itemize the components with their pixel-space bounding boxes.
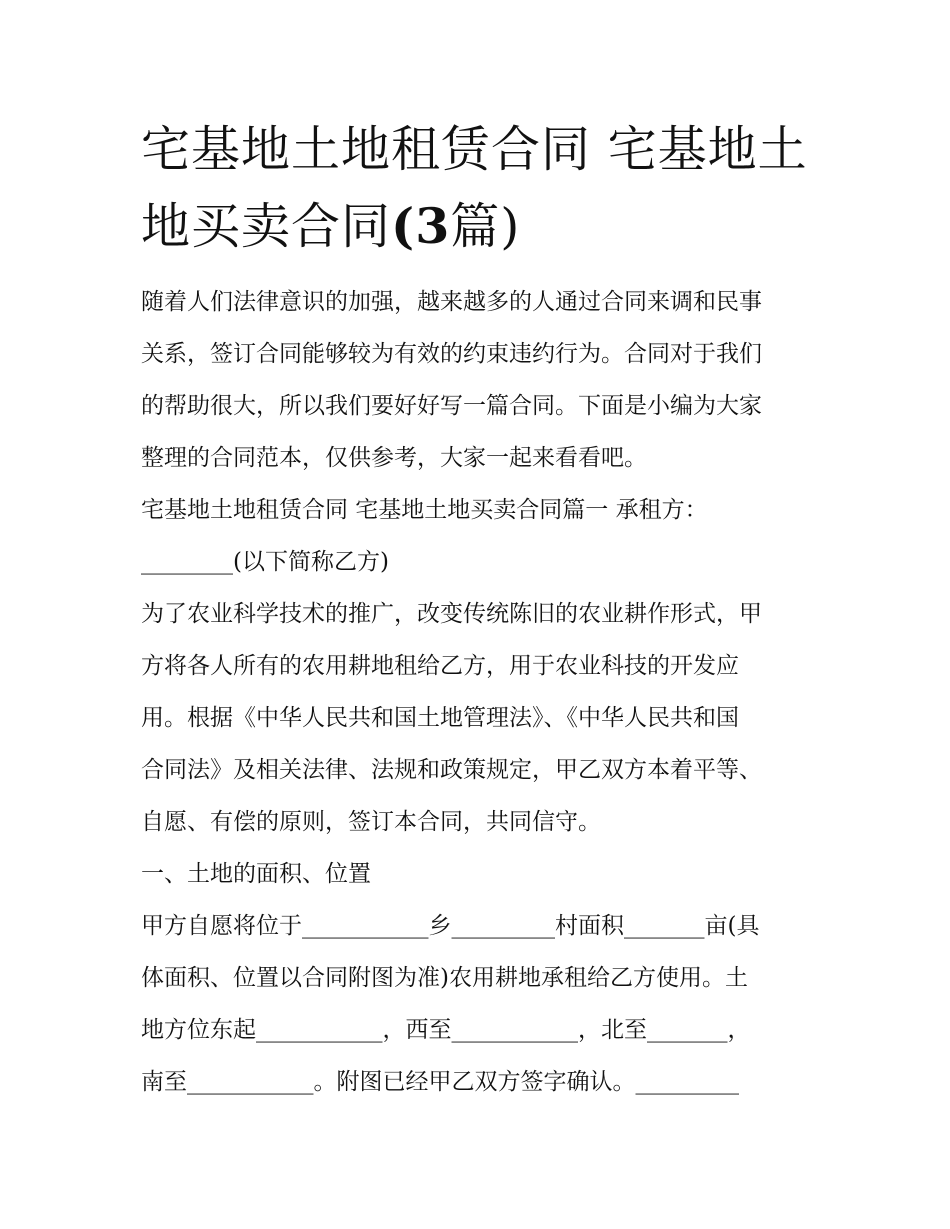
body-line: 甲方自愿将位于___________乡_________村面积_______亩(具	[141, 913, 760, 939]
body-line: 随着人们法律意识的加强，越来越多的人通过合同来调和民事	[141, 289, 762, 315]
body-line: 整理的合同范本，仅供参考，大家一起来看看吧。	[141, 445, 647, 471]
body-line: 体面积、位置以合同附图为准)农用耕地承租给乙方使用。土	[141, 965, 748, 991]
body-line: 用。根据《中华人民共和国土地管理法》、《中华人民共和国	[141, 705, 739, 731]
title-line-2	[141, 188, 831, 265]
title-line-2-tail: 篇)	[450, 198, 521, 255]
body-line: 地方位东起___________，西至___________，北至_______，	[141, 1017, 751, 1043]
body-line: 方将各人所有的农用耕地租给乙方，用于农业科技的开发应	[141, 653, 739, 679]
document-title	[141, 112, 831, 265]
document-body	[141, 276, 821, 1108]
body-line: 关系，签订合同能够较为有效的约束违约行为。合同对于我们	[141, 341, 762, 367]
body-line: 为了农业科学技术的推广，改变传统陈旧的农业耕作形式，甲	[141, 601, 762, 627]
section-heading-lessee: 宅基地土地租赁合同 宅基地土地买卖合同篇一 承租方：	[141, 497, 708, 523]
body-line: 自愿、有偿的原则，签订本合同，共同信守。	[141, 809, 601, 835]
title-count: (3	[391, 197, 451, 255]
title-line-1: 宅基地土地租赁合同 宅基地土	[141, 121, 808, 178]
section-heading-area: 一、土地的面积、位置	[141, 861, 371, 887]
body-line: 的帮助很大，所以我们要好好写一篇合同。下面是小编为大家	[141, 393, 762, 419]
body-line: 合同法》及相关法律、法规和政策规定，甲乙双方本着平等、	[141, 757, 762, 783]
lessee-blank-line: ________(以下简称乙方)	[141, 549, 389, 575]
title-line-2-text: 地买卖合同	[141, 198, 392, 255]
body-line: 南至___________。附图已经甲乙双方签字确认。_________	[141, 1069, 739, 1095]
